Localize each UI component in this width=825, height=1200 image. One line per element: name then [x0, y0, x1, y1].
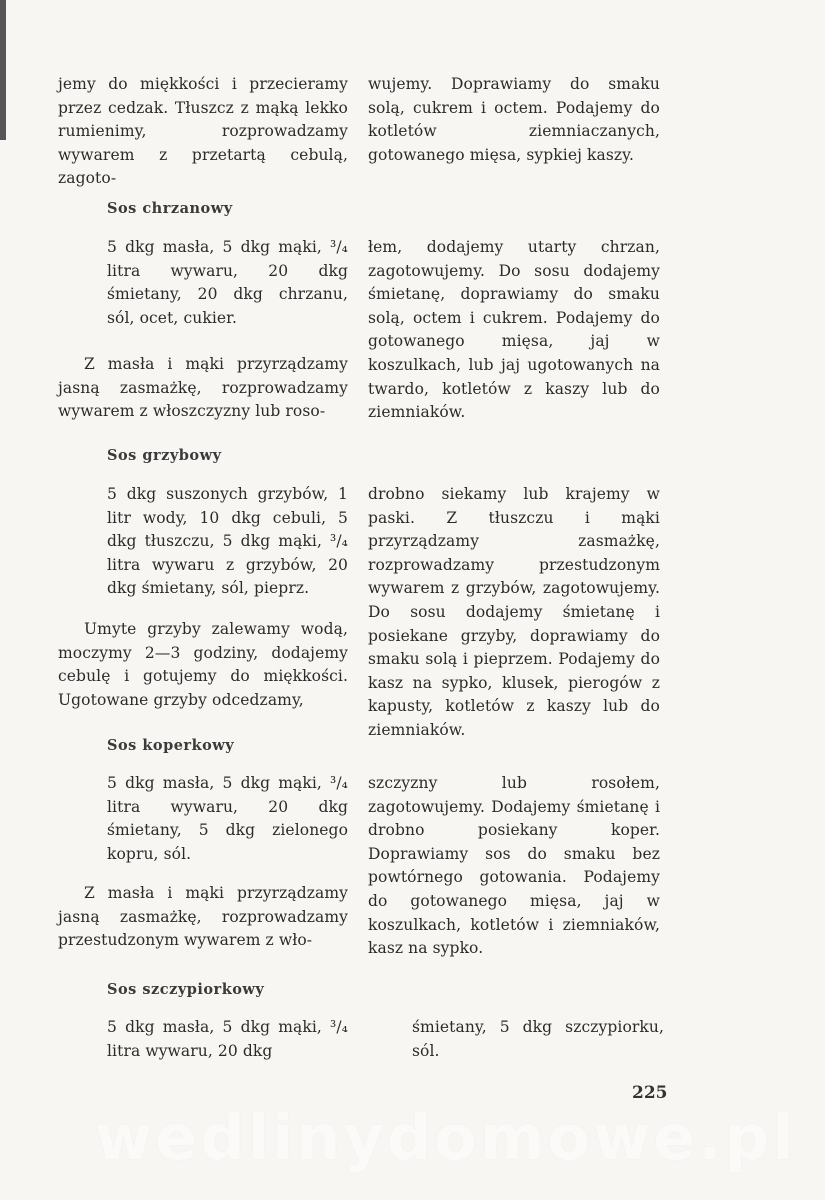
recipe-method-cont-szczypiorkowy: śmietany, 5 dkg szczypiorku, sól.: [412, 1018, 664, 1060]
page-edge-shadow: [0, 0, 6, 140]
continued-text-right: wujemy. Doprawiamy do smaku solą, cukrem i octem. Podajemy do kotletów ziemniaczanych, gotowanego mięsa, sypkiej kaszy.: [368, 75, 660, 164]
recipe-title-grzybowy: Sos grzybowy: [107, 447, 222, 464]
continued-text-left: jemy do miękkości i przecieramy przez cedzak. Tłuszcz z mąką lekko rumienimy, rozprowadzamy wywarem z przetartą cebulą, zagoto-: [58, 75, 348, 188]
recipe-method-cont-chrzanowy: łem, dodajemy utarty chrzan, zagotowujemy. Do sosu dodajemy śmietanę, doprawiamy do smaku solą, octem i cukrem. Podajemy do gotowanego mięsa, jaj w koszulkach, lub jaj ugotowanych na twardo, kotletów z kaszy lub do ziemniaków.: [368, 238, 660, 422]
recipe-ingredients-chrzanowy: 5 dkg masła, 5 dkg mąki, ³/₄ litra wywaru, 20 dkg śmietany, 20 dkg chrzanu, sól, ocet, cukier.: [107, 238, 348, 327]
recipe-method-chrzanowy: Z masła i mąki przyrządzamy jasną zasmażkę, rozprowadzamy wywarem z włoszczyzny lub roso-: [58, 355, 348, 421]
recipe-title-szczypiorkowy: Sos szczypiorkowy: [107, 981, 265, 998]
recipe-method-grzybowy: Umyte grzyby zalewamy wodą, moczymy 2—3 godziny, dodajemy cebulę i gotujemy do miękkości. Ugotowane grzyby odcedzamy,: [58, 620, 348, 709]
recipe-ingredients-grzybowy: 5 dkg suszonych grzybów, 1 litr wody, 10 dkg cebuli, 5 dkg tłuszczu, 5 dkg mąki, ³/₄ litra wywaru z grzybów, 20 dkg śmietany, sól, pieprz.: [107, 485, 348, 598]
recipe-method-koperkowy: Z masła i mąki przyrządzamy jasną zasmażkę, rozprowadzamy przestudzonym wywarem z wło-: [58, 884, 348, 950]
recipe-ingredients-szczypiorkowy: 5 dkg masła, 5 dkg mąki, ³/₄ litra wywaru, 20 dkg: [107, 1018, 348, 1060]
recipe-ingredients-koperkowy: 5 dkg masła, 5 dkg mąki, ³/₄ litra wywaru, 20 dkg śmietany, 5 dkg zielonego kopru, sól.: [107, 774, 348, 863]
page-number: 225: [632, 1083, 668, 1103]
watermark: wedlinydomowe.pl: [95, 1101, 797, 1174]
recipe-title-chrzanowy: Sos chrzanowy: [107, 200, 233, 217]
recipe-title-koperkowy: Sos koperkowy: [107, 737, 235, 754]
recipe-method-cont-koperkowy: szczyzny lub rosołem, zagotowujemy. Dodajemy śmietanę i drobno posiekany koper. Doprawiamy sos do smaku bez powtórnego gotowania. Podajemy do gotowanego mięsa, jaj w koszulkach, kotletów i ziemniaków, kasz na sypko.: [368, 774, 660, 958]
recipe-method-cont-grzybowy: drobno siekamy lub krajemy w paski. Z tłuszczu i mąki przyrządzamy zasmażkę, rozprowadzamy przestudzonym wywarem z grzybów, zagotowujemy. Do sosu dodajemy śmietanę i posiekane grzyby, doprawiamy do smaku solą i pieprzem. Podajemy do kasz na sypko, klusek, pierogów z kapusty, kotletów z kaszy lub do ziemniaków.: [368, 485, 660, 739]
